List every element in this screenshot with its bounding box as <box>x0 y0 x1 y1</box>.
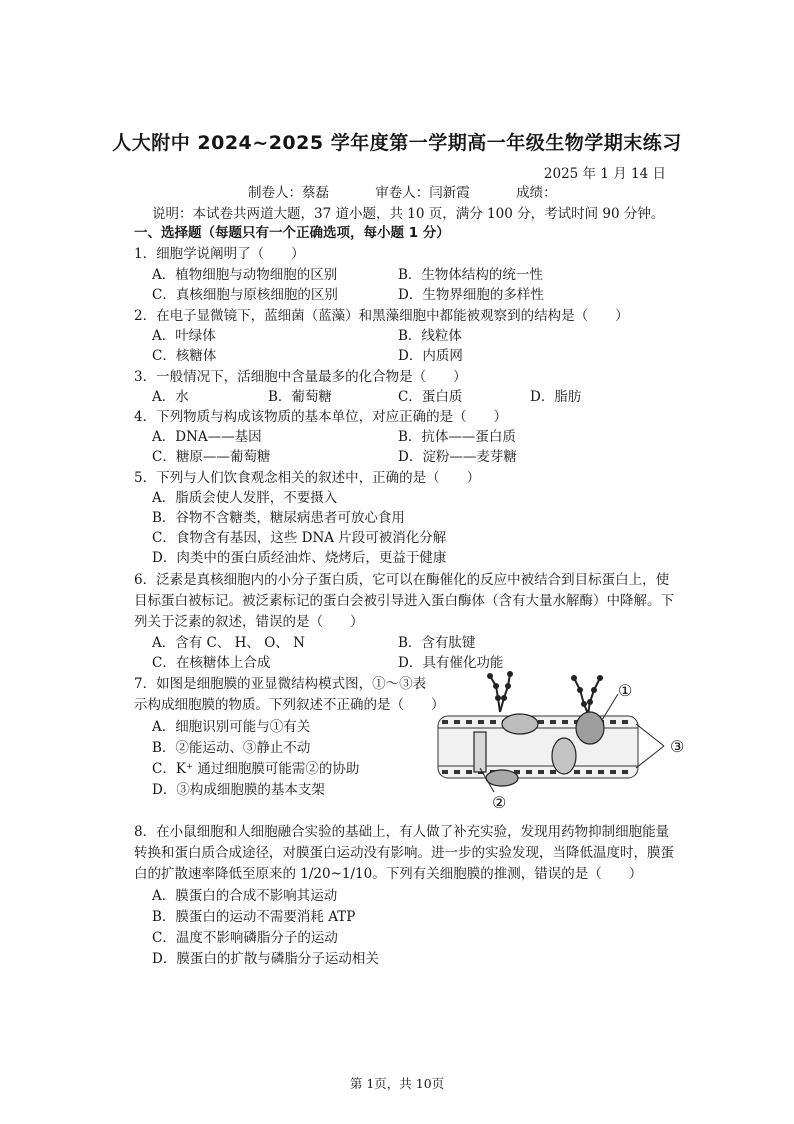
exam-instructions: 说明：本试卷共两道大题，37 道小题，共 10 页，满分 100 分，考试时间 90 分钟。 <box>152 206 665 222</box>
question-4-option-c: C．糖原——葡萄糖 <box>152 449 271 465</box>
question-1-option-b: B．生物体结构的统一性 <box>398 267 543 283</box>
question-3-option-b: B．葡萄糖 <box>268 389 332 405</box>
question-3-stem: 3．一般情况下，活细胞中含量最多的化合物是（ ） <box>134 369 467 385</box>
makers-line <box>248 181 599 201</box>
question-2-option-c: C．核糖体 <box>152 348 217 364</box>
score-label: 成绩： <box>516 185 557 201</box>
question-8-option-d: D．膜蛋白的扩散与磷脂分子运动相关 <box>152 951 379 967</box>
question-8-option-b: B．膜蛋白的运动不需要消耗 ATP <box>152 909 356 925</box>
cell-membrane-diagram <box>432 668 702 818</box>
question-8-stem-line-1: 8．在小鼠细胞和人细胞融合实验的基础上，有人做了补充实验，发现用药物抑制细胞能量 <box>134 824 670 840</box>
question-6-option-a: A．含有 C、 H、 O、 N <box>152 635 305 651</box>
question-8-option-c: C．温度不影响磷脂分子的运动 <box>152 930 338 946</box>
reviewer-name: 审卷人：闫新霞 <box>375 185 470 201</box>
question-3-option-c: C．蛋白质 <box>398 389 463 405</box>
question-1-stem: 1．细胞学说阐明了（ ） <box>134 246 305 262</box>
question-2-option-b: B．线粒体 <box>398 328 462 344</box>
maker-name: 制卷人：蔡磊 <box>248 185 329 201</box>
question-6-option-c: C．在核糖体上合成 <box>152 655 271 671</box>
page-title: 人大附中 2024~2025 学年度第一学期高一年级生物学期末练习 <box>112 132 682 154</box>
question-5-option-b: B．谷物不含糖类，糖尿病患者可放心食用 <box>152 510 405 526</box>
question-2-option-d: D．内质网 <box>398 348 463 364</box>
question-6-stem-line-3: 列关于泛素的叙述，错误的是（ ） <box>134 614 364 630</box>
question-7-stem-line-1: 7．如图是细胞膜的亚显微结构模式图，①～③表 <box>134 676 427 692</box>
question-6-stem-line-1: 6．泛素是真核细胞内的小分子蛋白质，它可以在酶催化的反应中被结合到目标蛋白上，使 <box>134 572 670 588</box>
question-5-option-d: D．肉类中的蛋白质经油炸、烧烤后，更益于健康 <box>152 550 447 566</box>
question-8-option-a: A．膜蛋白的合成不影响其运动 <box>152 888 338 904</box>
question-7-option-b: B．②能运动、③静止不动 <box>152 740 311 756</box>
question-5-stem: 5．下列与人们饮食观念相关的叙述中，正确的是（ ） <box>134 470 481 486</box>
question-6-stem-line-2: 目标蛋白被标记。被泛素标记的蛋白会被引导进入蛋白酶体（含有大量水解酶）中降解。下 <box>134 593 674 609</box>
question-2-stem: 2．在电子显微镜下，蓝细菌（蓝藻）和黑藻细胞中都能被观察到的结构是（ ） <box>134 308 629 324</box>
figure-label-2: ② <box>492 793 507 812</box>
question-8-stem-line-2: 转换和蛋白质合成途径，对膜蛋白运动没有影响。进一步的实验发现，当降低温度时，膜蛋 <box>134 845 674 861</box>
question-7-stem-line-2: 示构成细胞膜的物质。下列叙述不正确的是（ ） <box>134 697 445 713</box>
glycocalyx-chains <box>487 671 603 714</box>
section-heading: 一、选择题（每题只有一个正确选项，每小题 1 分） <box>134 225 450 241</box>
question-1-option-d: D．生物界细胞的多样性 <box>398 287 544 303</box>
question-1-option-c: C．真核细胞与原核细胞的区别 <box>152 287 338 303</box>
figure-label-3: ③ <box>670 737 685 756</box>
question-4-option-d: D．淀粉——麦芽糖 <box>398 449 517 465</box>
exam-date: 2025 年 1 月 14 日 <box>543 166 666 182</box>
question-8-stem-line-3: 白的扩散速率降低至原来的 1/20~1/10。下列有关细胞膜的推测，错误的是（ ） <box>134 866 643 882</box>
question-7-option-a: A．细胞识别可能与①有关 <box>152 719 311 735</box>
question-3-option-d: D．脂肪 <box>530 389 582 405</box>
question-4-option-b: B．抗体——蛋白质 <box>398 429 516 445</box>
question-4-option-a: A．DNA——基因 <box>152 429 262 445</box>
question-7-option-c: C．K⁺ 通过细胞膜可能需②的协助 <box>152 761 360 777</box>
page-footer: 第 1页，共 10页 <box>349 1076 445 1091</box>
question-4-stem: 4．下列物质与构成该物质的基本单位，对应正确的是（ ） <box>134 409 508 425</box>
question-1-option-a: A．植物细胞与动物细胞的区别 <box>152 267 338 283</box>
question-5-option-c: C．食物含有基因，这些 DNA 片段可被消化分解 <box>152 530 447 546</box>
question-3-option-a: A．水 <box>152 389 189 405</box>
question-6-option-d: D．具有催化功能 <box>398 655 504 671</box>
question-7-option-d: D．③构成细胞膜的基本支架 <box>152 782 325 798</box>
question-6-option-b: B．含有肽键 <box>398 635 476 651</box>
question-5-option-a: A．脂质会使人发胖，不要摄入 <box>152 490 338 506</box>
question-2-option-a: A．叶绿体 <box>152 328 216 344</box>
figure-label-1: ① <box>618 681 633 700</box>
